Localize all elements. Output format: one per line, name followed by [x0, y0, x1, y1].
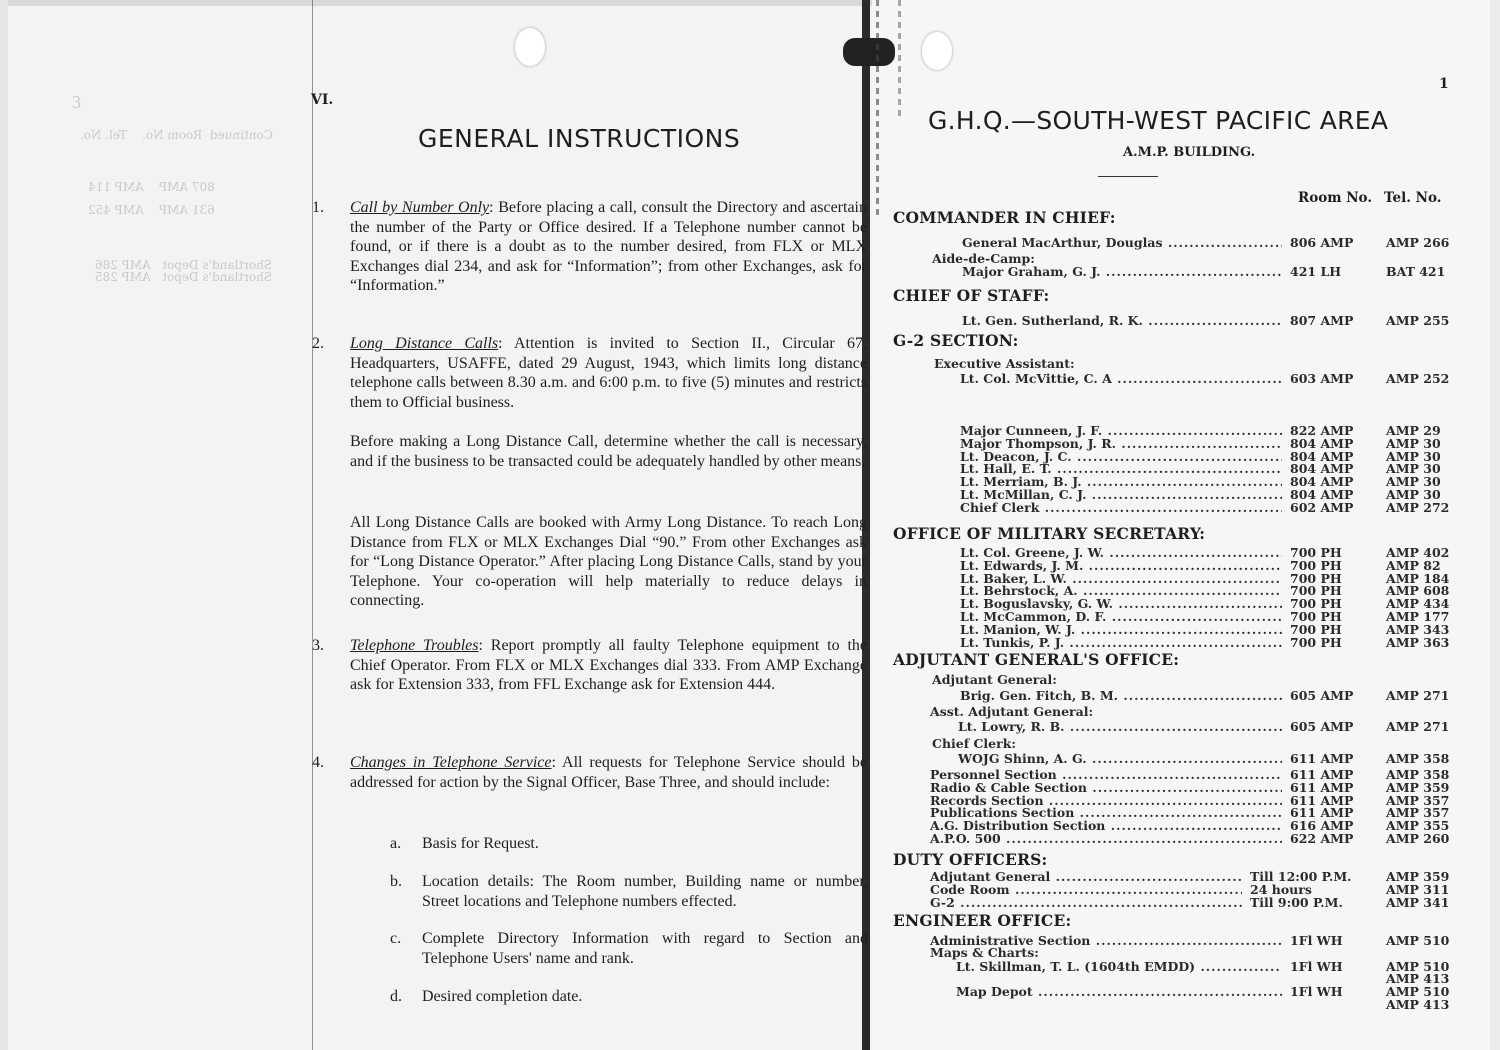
- section-heading: CHIEF OF STAFF:: [893, 286, 1050, 305]
- entry-tel: AMP 255: [1386, 313, 1450, 328]
- entry-room: 806 AMP: [1290, 235, 1354, 250]
- item-text: : Attention is invited to Section II., Circular 67, Headquarters, USAFFE, dated 29 August, 1943, which limits long distance telephone calls between 8.30 a.m. and 6:00 p.m. to five (5) minutes and restricts them to Official business.: [350, 335, 867, 411]
- item-text: Before making a Long Distance Call, determine whether the call is necessary, and if the business to be transacted could be adequately handled by other means.: [350, 433, 867, 470]
- entry-name: A.G. Distribution Section .....: [930, 818, 1282, 833]
- entry-tel: AMP 271: [1386, 719, 1450, 734]
- entry-room: 611 AMP: [1290, 792, 1354, 808]
- sub-letter: c.: [390, 930, 402, 947]
- entry-tel: AMP 30: [1386, 435, 1441, 451]
- punch-hole: [922, 32, 952, 70]
- entry-room: 700 PH: [1290, 557, 1342, 573]
- column-header-tel: Tel. No.: [1384, 190, 1442, 206]
- role-label: Aide-de-Camp:: [932, 251, 1035, 266]
- entry-tel: AMP 434: [1386, 596, 1450, 612]
- bleed-line: Shortland's Depot AMP 285: [95, 270, 273, 284]
- sub-letter: b.: [390, 873, 402, 890]
- entry-name: Lt. Manion, W. J. .....: [960, 622, 1282, 637]
- role-label: Asst. Adjutant General:: [930, 704, 1094, 719]
- column-header-room: Room No.: [1298, 190, 1373, 206]
- entry-name: Chief Clerk .....: [960, 500, 1282, 515]
- section-heading: OFFICE OF MILITARY SECRETARY:: [893, 524, 1206, 543]
- bleed-line: Shortland's Depot AMP 286: [95, 258, 273, 272]
- entry-room: 804 AMP: [1290, 474, 1354, 490]
- entry-name: G-2 .....: [930, 895, 1242, 910]
- item-text: : Report promptly all faulty Telephone equipment to the Chief Operator. From FLX or MLX Exchanges dial 333. From AMP Exchange ask for Extension 333, from FFL Exchange ask for Extension 444.: [350, 637, 867, 693]
- item-lead: Telephone Troubles: [350, 637, 479, 654]
- item-text: : All requests for Telephone Service should be addressed for action by the Signal Officer, Base Three, and should include:: [350, 754, 868, 791]
- entry-tel: AMP 355: [1386, 818, 1450, 834]
- item-number: 3.: [312, 637, 324, 654]
- entry-name: Lt. McCammon, D. F. .....: [960, 609, 1282, 624]
- spine-noise: [898, 0, 901, 120]
- directory-row: [0, 933, 1500, 946]
- entry-room: 605 AMP: [1290, 688, 1354, 703]
- item-number: 2.: [312, 335, 324, 352]
- directory-row: [0, 831, 1500, 844]
- directory-row: [0, 558, 1500, 571]
- sub-text: Location details: The Room number, Building name or number, Street locations and Telephone numbers effected.: [422, 873, 868, 910]
- entry-name: Lt. Col. Greene, J. W. .....: [960, 545, 1282, 560]
- entry-name: General MacArthur, Douglas .....: [962, 235, 1282, 250]
- entry-room: 1Fl WH: [1290, 933, 1343, 948]
- entry-name: WOJG Shinn, A. G. .....: [958, 751, 1282, 766]
- entry-name: Personnel Section .....: [930, 767, 1282, 782]
- entry-tel: AMP 260: [1386, 831, 1450, 846]
- entry-name: Major Cunneen, J. F. .....: [960, 423, 1282, 438]
- directory-row: [0, 571, 1500, 584]
- item-lead: Long Distance Calls: [350, 335, 499, 352]
- entry-room: 700 PH: [1290, 596, 1342, 612]
- spine-noise: [876, 0, 879, 220]
- entry-name: Lt. Baker, L. W. .....: [960, 571, 1282, 586]
- entry-name: Lt. Gen. Sutherland, R. K. .....: [962, 313, 1282, 328]
- entry-room: 700 PH: [1290, 634, 1342, 650]
- entry-tel: AMP 271: [1386, 688, 1450, 703]
- entry-room: 611 AMP: [1290, 805, 1354, 821]
- entry-tel: AMP 266: [1386, 235, 1450, 250]
- directory-row: [0, 235, 1500, 248]
- directory-row: [0, 436, 1500, 449]
- bleed-header: Continued Room No. Tel. No.: [80, 128, 273, 142]
- bleed-line: 807 AMP AMP 114: [88, 180, 215, 194]
- entry-room: 700 PH: [1290, 583, 1342, 599]
- entry-room: 602 AMP: [1290, 499, 1354, 515]
- entry-name: Map Depot .....: [956, 984, 1282, 999]
- entry-name: Lt. McMillan, C. J. .....: [960, 487, 1282, 502]
- entry-tel: AMP 29: [1386, 423, 1441, 438]
- punch-hole: [515, 28, 545, 66]
- entry-room: 622 AMP: [1290, 831, 1354, 846]
- directory-row: [0, 895, 1500, 908]
- entry-name: Lt. Lowry, R. B. .....: [958, 719, 1282, 734]
- directory-title: G.H.Q.—SOUTH-WEST PACIFIC AREA: [928, 106, 1389, 135]
- directory-row: [0, 371, 1500, 384]
- page-number: 1: [1439, 76, 1449, 92]
- directory-row: [0, 719, 1500, 732]
- entry-name: Lt. Hall, E. T. .....: [960, 461, 1282, 476]
- entry-room: 804 AMP: [1290, 487, 1354, 502]
- entry-name: Lt. Boguslavsky, G. W. .....: [960, 596, 1282, 611]
- entry-room: 1Fl WH: [1290, 959, 1343, 974]
- item-lead: Changes in Telephone Service: [350, 754, 552, 771]
- role-label: Maps & Charts:: [930, 945, 1039, 960]
- directory-row: [0, 545, 1500, 558]
- section-heading: ADJUTANT GENERAL'S OFFICE:: [893, 650, 1180, 669]
- bleed-page-number: 3: [72, 92, 81, 112]
- page-title: GENERAL INSTRUCTIONS: [418, 124, 741, 153]
- directory-row: [0, 751, 1500, 764]
- directory-row: [0, 622, 1500, 635]
- entry-name: Lt. Behrstock, A. .....: [960, 583, 1282, 598]
- entry-room: 700 PH: [1290, 545, 1342, 560]
- entry-tel: AMP 359: [1386, 869, 1450, 884]
- entry-room: 605 AMP: [1290, 719, 1354, 734]
- directory-row: [0, 818, 1500, 834]
- entry-tel: AMP 341: [1386, 894, 1450, 910]
- role-label: Adjutant General:: [932, 672, 1057, 687]
- entry-name: A.P.O. 500 .....: [930, 831, 1282, 846]
- entry-name: Administrative Section .....: [930, 933, 1282, 948]
- entry-tel: AMP 82: [1386, 557, 1441, 573]
- entry-room: 807 AMP: [1290, 313, 1354, 328]
- directory-row-extra: [0, 971, 1500, 984]
- entry-tel: AMP 413: [1386, 997, 1450, 1012]
- directory-row: [0, 264, 1500, 277]
- entry-tel: AMP 177: [1386, 609, 1450, 624]
- role-label: Executive Assistant:: [934, 356, 1075, 371]
- entry-tel: AMP 608: [1386, 583, 1450, 599]
- entry-name: Code Room .....: [930, 882, 1242, 897]
- entry-tel: AMP 252: [1386, 371, 1450, 386]
- directory-row: [0, 805, 1500, 821]
- entry-tel: AMP 184: [1386, 570, 1450, 586]
- entry-name: Records Section .....: [930, 793, 1282, 808]
- entry-name: Lt. Merriam, B. J. .....: [960, 474, 1282, 489]
- item-text: : Before placing a call, consult the Directory and ascertain the number of the Party or Office desired. If a Telephone number cannot be found, or if there is a doubt as to the number desired, from FLX or MLX Exchanges dial 234, and ask for “Information”; from other Exchanges, ask for “Information.”: [350, 199, 867, 294]
- entry-room: 611 AMP: [1290, 751, 1354, 766]
- section-heading: G-2 SECTION:: [893, 331, 1019, 350]
- entry-room: 421 LH: [1290, 264, 1342, 279]
- entry-tel: AMP 343: [1386, 621, 1450, 637]
- entry-tel: AMP 357: [1386, 805, 1450, 821]
- directory-row: [0, 487, 1500, 500]
- entry-tel: AMP 510: [1386, 959, 1450, 974]
- item-text: All Long Distance Calls are booked with Army Long Distance. To reach Long Distance from FLX or MLX Exchanges Dial “90.” From other Exchanges ask for “Long Distance Operator.” After placing Long Distance Calls, stand by your Telephone. Your co-operation will help materially to reduce delays in connecting.: [350, 514, 867, 609]
- entry-name: Major Thompson, J. R. .....: [960, 436, 1282, 451]
- item-number: 4.: [312, 754, 324, 771]
- item-number: 1.: [312, 199, 324, 216]
- entry-room: 804 AMP: [1290, 461, 1354, 477]
- entry-tel: AMP 359: [1386, 779, 1450, 795]
- sub-letter: a.: [390, 835, 402, 852]
- entry-tel: BAT 421: [1386, 264, 1446, 279]
- entry-room: Till 12:00 P.M.: [1250, 869, 1352, 884]
- entry-name: Radio & Cable Section .....: [930, 780, 1282, 795]
- directory-row: [0, 423, 1500, 436]
- directory-row: [0, 583, 1500, 599]
- entry-name: Lt. Edwards, J. M. .....: [960, 558, 1282, 573]
- section-number: VI.: [311, 92, 334, 108]
- entry-name: Publications Section .....: [930, 805, 1282, 820]
- sub-letter: d.: [390, 988, 402, 1005]
- entry-room: 804 AMP: [1290, 448, 1354, 464]
- entry-tel: AMP 358: [1386, 751, 1450, 766]
- entry-name: Lt. Tunkis, P. J. .....: [960, 635, 1282, 650]
- section-heading: COMMANDER IN CHIEF:: [893, 208, 1116, 227]
- sub-text: Complete Directory Information with regard to Section and Telephone Users' name and rank.: [422, 930, 868, 967]
- entry-room: 1Fl WH: [1290, 984, 1343, 999]
- entry-name: Lt. Deacon, J. C. .....: [960, 449, 1282, 464]
- entry-name: Lt. Col. McVittie, C. A .....: [960, 371, 1282, 386]
- entry-room: 616 AMP: [1290, 818, 1354, 834]
- item-lead: Call by Number Only: [350, 199, 490, 216]
- directory-row: [0, 984, 1500, 997]
- directory-row: [0, 793, 1500, 806]
- entry-name: Brig. Gen. Fitch, B. M. .....: [960, 688, 1282, 703]
- directory-row-extra: [0, 997, 1500, 1010]
- directory-row: [0, 609, 1500, 622]
- entry-room: 700 PH: [1290, 609, 1342, 624]
- directory-row: [0, 500, 1500, 513]
- entry-tel: AMP 30: [1386, 448, 1441, 464]
- entry-tel: AMP 357: [1386, 792, 1450, 808]
- entry-name: Adjutant General .....: [930, 869, 1242, 884]
- directory-row: [0, 882, 1500, 895]
- entry-tel: AMP 358: [1386, 767, 1450, 782]
- entry-tel: AMP 30: [1386, 461, 1441, 477]
- directory-row: [0, 449, 1500, 462]
- entry-tel: AMP 272: [1386, 499, 1450, 515]
- bleed-line: 631 AMP AMP 452: [88, 203, 215, 217]
- directory-row: [0, 596, 1500, 612]
- directory-row: [0, 461, 1500, 477]
- sub-text: Basis for Request.: [422, 835, 539, 852]
- role-label: Chief Clerk:: [932, 736, 1016, 751]
- entry-room: 611 AMP: [1290, 767, 1354, 782]
- entry-tel: AMP 311: [1386, 881, 1450, 897]
- entry-tel: AMP 30: [1386, 487, 1441, 502]
- entry-room: 700 PH: [1290, 621, 1342, 637]
- entry-room: 603 AMP: [1290, 371, 1354, 386]
- directory-row: [0, 767, 1500, 780]
- building-name: A.M.P. BUILDING.: [1123, 145, 1256, 160]
- divider: [1098, 176, 1158, 177]
- section-heading: ENGINEER OFFICE:: [893, 911, 1072, 930]
- entry-tel: AMP 510: [1386, 933, 1450, 948]
- entry-room: 611 AMP: [1290, 779, 1354, 795]
- entry-tel: AMP 413: [1386, 971, 1450, 986]
- entry-name: Lt. Skillman, T. L. (1604th EMDD) .....: [956, 959, 1282, 974]
- entry-tel: AMP 510: [1386, 984, 1450, 999]
- directory-row: [0, 635, 1500, 648]
- entry-room: Till 9:00 P.M.: [1250, 894, 1343, 910]
- entry-room: 804 AMP: [1290, 435, 1354, 451]
- directory-row: [0, 780, 1500, 793]
- directory-row: [0, 313, 1500, 326]
- directory-row: [0, 869, 1500, 882]
- entry-tel: AMP 30: [1386, 474, 1441, 490]
- directory-row: [0, 474, 1500, 490]
- entry-tel: AMP 402: [1386, 545, 1450, 560]
- entry-tel: AMP 363: [1386, 634, 1450, 650]
- entry-name: Major Graham, G. J. .....: [962, 264, 1282, 279]
- entry-room: 700 PH: [1290, 570, 1342, 586]
- entry-room: 822 AMP: [1290, 423, 1354, 438]
- directory-row: [0, 688, 1500, 701]
- entry-room: 24 hours: [1250, 881, 1312, 897]
- sub-text: Desired completion date.: [422, 988, 583, 1005]
- binding-blot: [843, 38, 895, 66]
- section-heading: DUTY OFFICERS:: [893, 850, 1048, 869]
